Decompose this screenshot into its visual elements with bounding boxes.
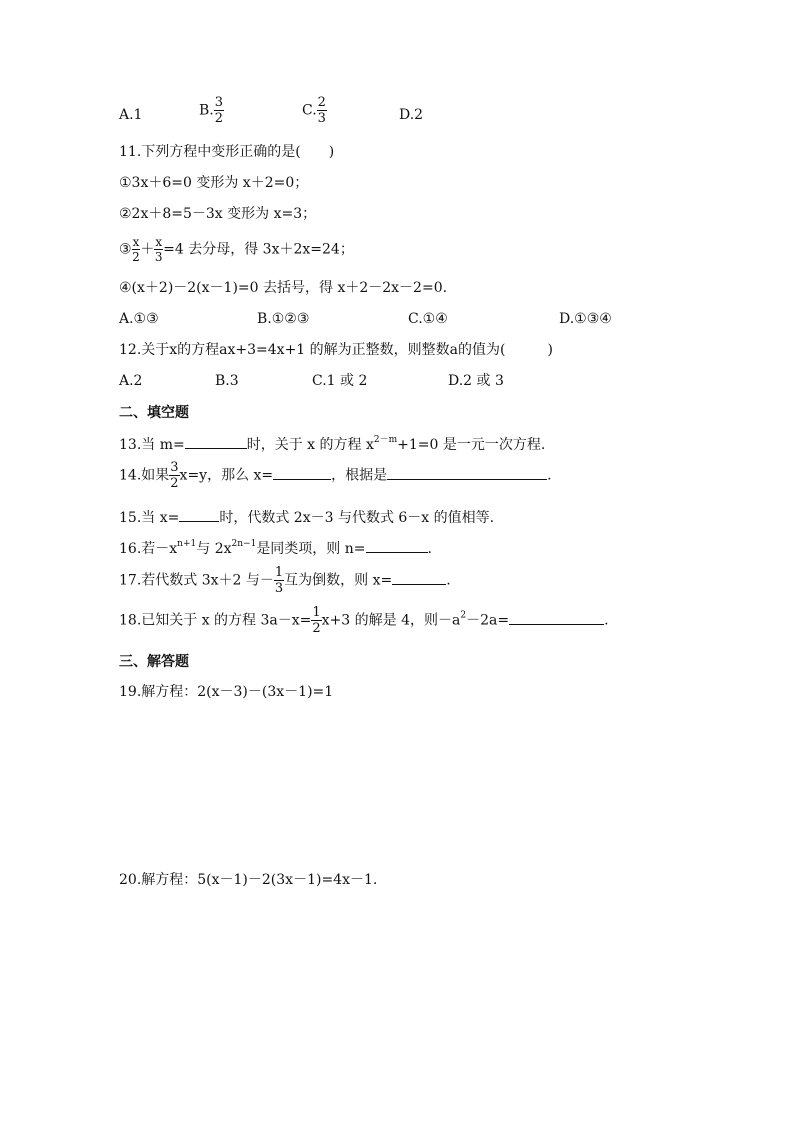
q18-text-2: －2a= bbox=[466, 612, 510, 629]
fraction bbox=[154, 236, 163, 263]
section-title-fill-in: 二、填空题 bbox=[119, 405, 189, 421]
q18-text: x+3 的解是 4，则－a bbox=[321, 612, 461, 629]
fraction-denominator: 3 bbox=[317, 111, 326, 126]
q11-statement-3-suffix: =4 去分母，得 3x＋2x=24； bbox=[163, 241, 354, 258]
q12-stem: 12.关于x的方程ax+3=4x+1 的解为正整数，则整数a的值为( ) bbox=[119, 342, 553, 358]
q11-statement-4: ④(x＋2)－2(x－1)=0 去括号，得 x＋2－2x－2=0. bbox=[119, 280, 448, 296]
q11-statement-3 bbox=[119, 236, 354, 263]
fraction-denominator: 2 bbox=[312, 621, 321, 636]
q10-option-c bbox=[302, 96, 327, 125]
fraction bbox=[214, 96, 224, 125]
fraction-numerator: 1 bbox=[274, 565, 284, 580]
fraction bbox=[317, 96, 327, 125]
q11-statement-3-prefix: ③ bbox=[119, 241, 132, 258]
q10-option-d: D.2 bbox=[399, 107, 424, 123]
q14-text-2: ，根据是 bbox=[331, 467, 388, 484]
section-title-solve: 三、解答题 bbox=[119, 654, 189, 670]
q11-statement-1: ①3x＋6=0 变形为 x＋2=0； bbox=[119, 175, 309, 191]
q19: 19.解方程：2(x－3)－(3x－1)=1 bbox=[119, 684, 334, 700]
fraction bbox=[311, 606, 321, 635]
q18-prefix: 18.已知关于 x 的方程 3a－x= bbox=[119, 612, 312, 629]
q13-suffix: +1=0 是一元一次方程. bbox=[397, 437, 546, 453]
q17-text: 互为倒数，则 x= bbox=[284, 572, 393, 589]
fraction-denominator: 2 bbox=[170, 476, 179, 491]
fraction-denominator: 2 bbox=[132, 250, 140, 264]
q17-suffix: . bbox=[446, 572, 451, 589]
q15-suffix: 时，代数式 2x－3 与代数式 6－x 的值相等. bbox=[219, 510, 495, 526]
answer-blank[interactable] bbox=[273, 465, 331, 480]
exponent: 2－m bbox=[373, 435, 398, 445]
q18 bbox=[119, 606, 609, 635]
q14-suffix: . bbox=[547, 467, 552, 484]
q15 bbox=[119, 507, 494, 528]
fraction-numerator: x bbox=[132, 235, 140, 249]
q10-option-b-prefix: B. bbox=[199, 102, 214, 119]
q11-stem: 11.下列方程中变形正确的是( ) bbox=[119, 144, 335, 160]
answer-blank[interactable] bbox=[179, 507, 219, 522]
answer-blank[interactable] bbox=[509, 610, 604, 625]
q11-option-d: D.①③④ bbox=[559, 311, 612, 327]
fraction-numerator: x bbox=[155, 235, 163, 249]
answer-blank[interactable] bbox=[392, 570, 446, 585]
q17 bbox=[119, 566, 451, 595]
q16-text: 与 2x bbox=[196, 541, 232, 557]
q13-text: 时，关于 x 的方程 x bbox=[246, 437, 374, 453]
fraction-numerator: 3 bbox=[170, 460, 179, 475]
q12-option-d: D.2 或 3 bbox=[448, 373, 504, 389]
q10-option-b bbox=[199, 96, 224, 125]
q12-option-b: B.3 bbox=[215, 373, 239, 389]
q12-option-a: A.2 bbox=[119, 373, 143, 389]
q10-option-c-prefix: C. bbox=[302, 102, 317, 119]
exponent: n+1 bbox=[177, 539, 197, 549]
q11-option-b: B.①②③ bbox=[257, 311, 310, 327]
answer-blank[interactable] bbox=[366, 538, 428, 553]
fraction-denominator: 3 bbox=[154, 250, 163, 264]
fraction-numerator: 3 bbox=[214, 95, 224, 110]
fraction-denominator: 2 bbox=[214, 111, 224, 126]
plus-sign: ＋ bbox=[140, 241, 155, 258]
answer-blank[interactable] bbox=[185, 434, 247, 449]
q10-option-a: A.1 bbox=[119, 107, 143, 123]
answer-blank[interactable] bbox=[387, 465, 547, 480]
q16-text-2: 是同类项，则 n= bbox=[256, 541, 366, 557]
q15-prefix: 15.当 x= bbox=[119, 510, 180, 526]
q13-prefix: 13.当 m= bbox=[119, 437, 185, 453]
exponent: 2n−1 bbox=[231, 539, 257, 549]
q13 bbox=[119, 434, 545, 455]
q14-prefix: 14.如果 bbox=[119, 467, 170, 484]
fraction bbox=[274, 566, 284, 595]
q14-text: x=y，那么 x= bbox=[179, 467, 274, 484]
q18-suffix: . bbox=[604, 612, 609, 629]
q16-prefix: 16.若－x bbox=[119, 541, 178, 557]
q11-option-c: C.①④ bbox=[408, 311, 448, 327]
fraction-numerator: 2 bbox=[317, 95, 326, 110]
q12-option-c: C.1 或 2 bbox=[312, 373, 368, 389]
fraction-denominator: 3 bbox=[274, 581, 284, 596]
q14 bbox=[119, 461, 552, 490]
fraction-numerator: 1 bbox=[312, 605, 321, 620]
fraction bbox=[169, 461, 179, 490]
q16 bbox=[119, 538, 432, 559]
q17-prefix: 17.若代数式 3x＋2 与－ bbox=[119, 572, 274, 589]
q16-suffix: . bbox=[427, 541, 432, 557]
exponent: 2 bbox=[460, 610, 467, 621]
q20: 20.解方程：5(x－1)－2(3x－1)=4x－1. bbox=[119, 872, 378, 888]
q11-option-a: A.①③ bbox=[119, 311, 159, 327]
q11-statement-2: ②2x＋8=5－3x 变形为 x=3； bbox=[119, 206, 317, 222]
